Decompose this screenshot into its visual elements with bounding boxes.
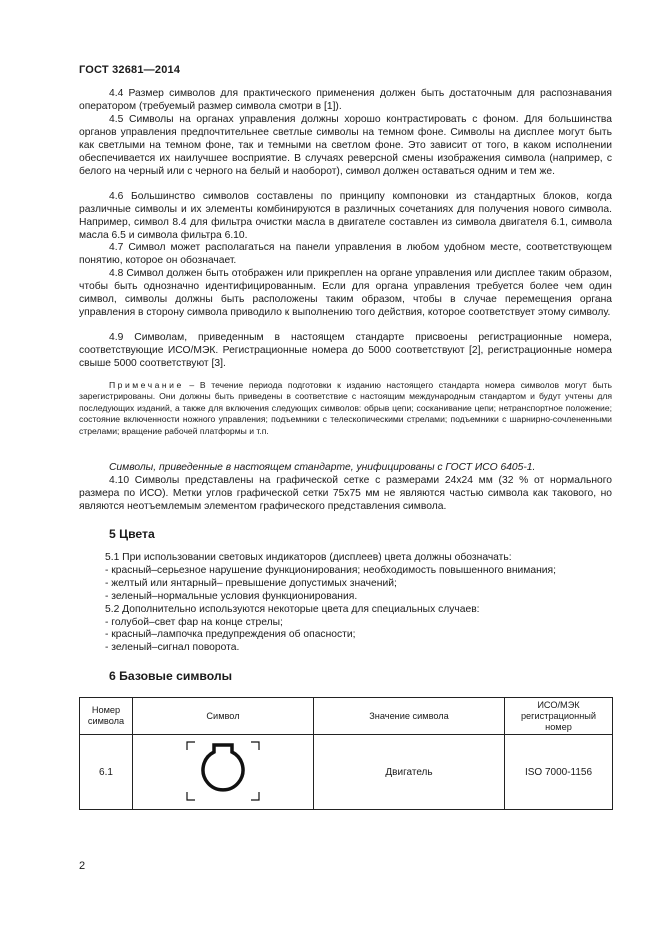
header-number: Номер символа	[80, 698, 133, 735]
list-item: - зеленый–сигнал поворота.	[105, 642, 240, 654]
note-label: Примечание	[109, 380, 184, 390]
section-6-heading: 6 Базовые символы	[109, 669, 233, 683]
list-item: - красный–лампочка предупреждения об опасности;	[105, 629, 356, 641]
paragraph-4-9: 4.9 Символам, приведенным в настоящем стандарте присвоены регистрационные номера, соответствующие ИСО/МЭК. Регистрационные номера до 5000 соответствуют [2], регистрационные номера свыше 5000 соответствуют [3].	[79, 332, 612, 369]
symbols-table	[79, 697, 613, 810]
paragraph-4-6: 4.6 Большинство символов составлены по принципу компоновки из стандартных блоков, когда различные символы и их элементы комбинируются в различных сочетаниях для получения нового символа. Например, символ 8.4 для фильтра очистки масла в двигателе составлен из символа двигателя 6.1, символа масла 6.5 и символа фильтра 6.10.	[79, 191, 612, 241]
unification-note: Символы, приведенные в настоящем стандарте, унифицированы с ГОСТ ИСО 6405-1.	[109, 462, 536, 473]
cell-symbol	[133, 735, 314, 810]
table-header-row	[80, 698, 613, 735]
paragraph-4-4: 4.4 Размер символов для практического применения должен быть достаточным для распознавания оператором (требуемый размер символа смотри в [1]).	[79, 88, 612, 112]
table-row	[80, 735, 613, 810]
paragraph-4-8: 4.8 Символ должен быть отображен или прикреплен на органе управления или дисплее таким образом, чтобы быть однозначно идентифицированным. Если для органа управления требуется более чем один символ, символы должны быть расположены таким образом, чтобы в случае перемещения органа управления в сторону символа приводило к выполнению того действия, которое соответствует этому символу.	[79, 268, 612, 318]
header-symbol: Символ	[133, 698, 314, 735]
document-header: ГОСТ 32681—2014	[79, 64, 181, 76]
list-item: - голубой–свет фар на конце стрелы;	[105, 616, 283, 628]
list-item: - желтый или янтарный– превышение допустимых значений;	[105, 577, 397, 589]
paragraph-4-7: 4.7 Символ может располагаться на панели управления в любом удобном месте, соответствующем понятию, которое он обозначает.	[79, 242, 612, 266]
header-registration: ИСО/МЭК регистрационный номер	[505, 698, 613, 735]
section-5-list	[105, 552, 615, 655]
list-item: 5.1 При использовании световых индикаторов (дисплеев) цвета должны обозначать:	[105, 552, 512, 563]
note-text: – В течение периода подготовки к изданию настоящего стандарта номера символов могут быть зарегистрированы. Они должны быть приведены в соответствие с настоящим международным стандартом и будут учтены для последующих изданий, а также для включения следующих символов: обрыв цепи; сосканивание цепи; нетранспортное положение; состояние включенности ножного управления; подъемники с телескопическими стрелами; подъемники с шарнирно-сочлененными стрелами; вращение рабочей платформы и т.п.	[79, 380, 612, 436]
list-item: - зеленый–нормальные условия функционирования.	[105, 590, 358, 602]
section-5-heading: 5 Цвета	[109, 527, 155, 541]
page-number: 2	[79, 860, 86, 872]
engine-symbol-icon	[183, 738, 263, 804]
list-item: - красный–серьезное нарушение функционирования; необходимость повышенного внимания;	[105, 564, 556, 576]
paragraph-4-5: 4.5 Символы на органах управления должны хорошо контрастировать с фоном. Для большинства органов управления предпочтительнее светлые символы на темном фоне. Символы на дисплее могут быть как светлыми на темном фоне, так и темными на светлом фоне. Это зависит от того, в каком исполнении обеспечивается их наилучшее восприятие. В случаях реверсной смены изображения символа (например, с белого на черный или с черного на белый и наоборот), символ должен оставаться одним и тем же.	[79, 114, 612, 177]
list-item: 5.2 Дополнительно используются некоторые цвета для специальных случаев:	[105, 603, 480, 615]
header-meaning: Значение символа	[314, 698, 505, 735]
paragraph-4-10: 4.10 Символы представлены на графической сетке с размерами 24х24 мм (32 % от нормального размера по ИСО). Метки углов графической сетки 75х75 мм не являются частью символа как такового, но являются неотъемлемым элементом графического представления символа.	[79, 475, 612, 512]
cell-number: 6.1	[80, 735, 133, 810]
note	[79, 380, 612, 437]
cell-meaning: Двигатель	[314, 735, 505, 810]
cell-registration: ISO 7000-1156	[505, 735, 613, 810]
